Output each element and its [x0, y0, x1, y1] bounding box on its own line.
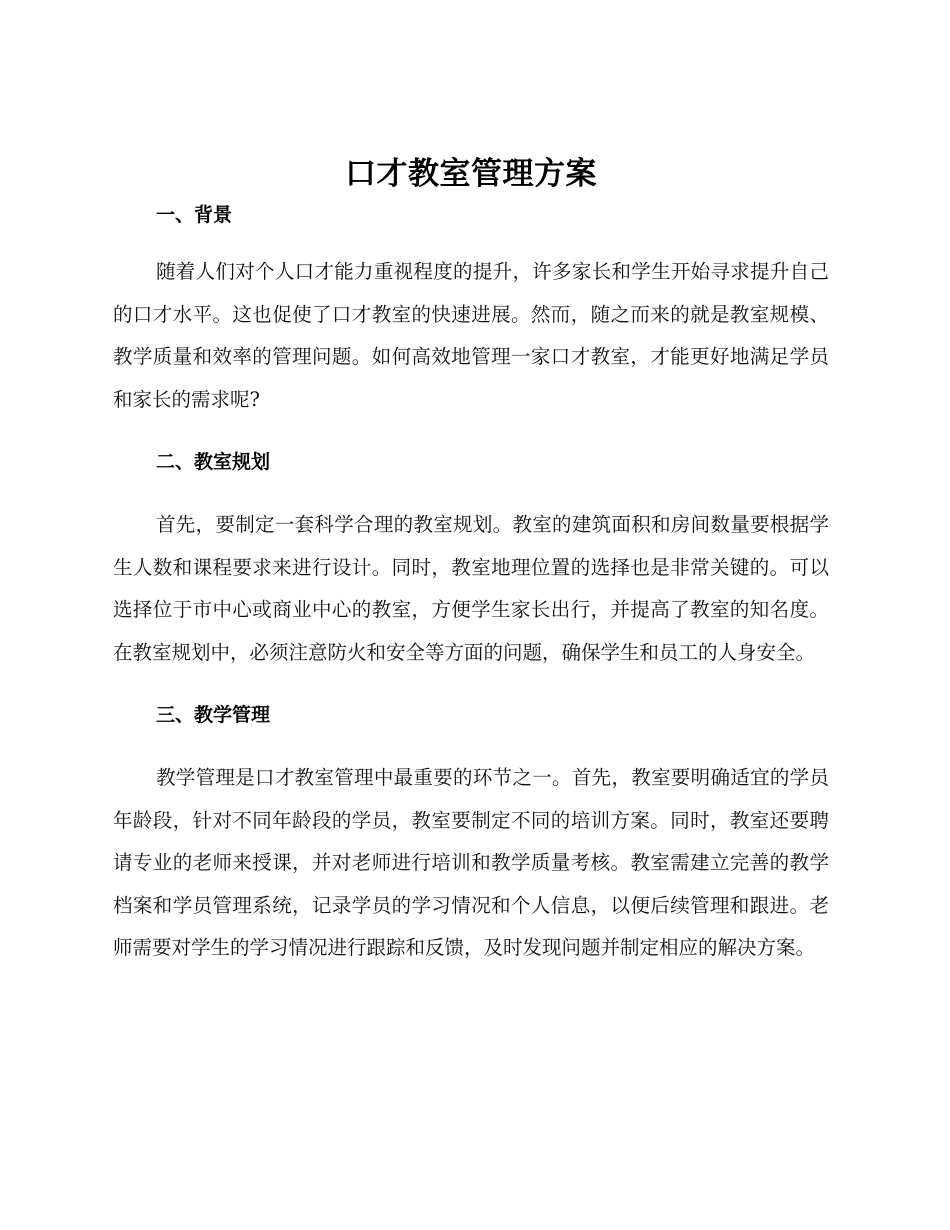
- section-paragraph-background: 随着人们对个人口才能力重视程度的提升，许多家长和学生开始寻求提升自己的口才水平。这也促使了口才教室的快速进展。然而，随之而来的就是教室规模、教学质量和效率的管理问题。如何高效地管理一家口才教室，才能更好地满足学员和家长的需求呢?: [113, 260, 829, 411]
- spacer: [113, 730, 829, 757]
- document-title: 口才教室管理方案: [345, 156, 597, 192]
- spacer: [113, 477, 829, 504]
- spacer: [113, 230, 829, 251]
- section-paragraph-classroom-planning: 首先，要制定一套科学合理的教室规划。教室的建筑面积和房间数量要根据学生人数和课程要求来进行设计。同时，教室地理位置的选择也是非常关键的。可以选择位于市中心或商业中心的教室，方便学生家长出行，并提高了教室的知名度。在教室规划中，必须注意防火和安全等方面的问题，确保学生和员工的人身安全。: [113, 513, 829, 664]
- section-paragraph-teaching-management: 教学管理是口才教室管理中最重要的环节之一。首先，教室要明确适宜的学员年龄段，针对不同年龄段的学员，教室要制定不同的培训方案。同时，教室还要聘请专业的老师来授课，并对老师进行培训和教学质量考核。教室需建立完善的教学档案和学员管理系统，记录学员的学习情况和个人信息，以便后续管理和跟进。老师需要对学生的学习情况进行跟踪和反馈，及时发现问题并制定相应的解决方案。: [113, 766, 829, 959]
- section-heading-background: 一、背景: [156, 204, 233, 226]
- spacer: [113, 674, 829, 700]
- section-heading-teaching-management: 三、教学管理: [156, 704, 271, 726]
- spacer: [113, 421, 829, 447]
- document-body: [113, 148, 829, 970]
- section-heading-classroom-planning: 二、教室规划: [156, 451, 271, 473]
